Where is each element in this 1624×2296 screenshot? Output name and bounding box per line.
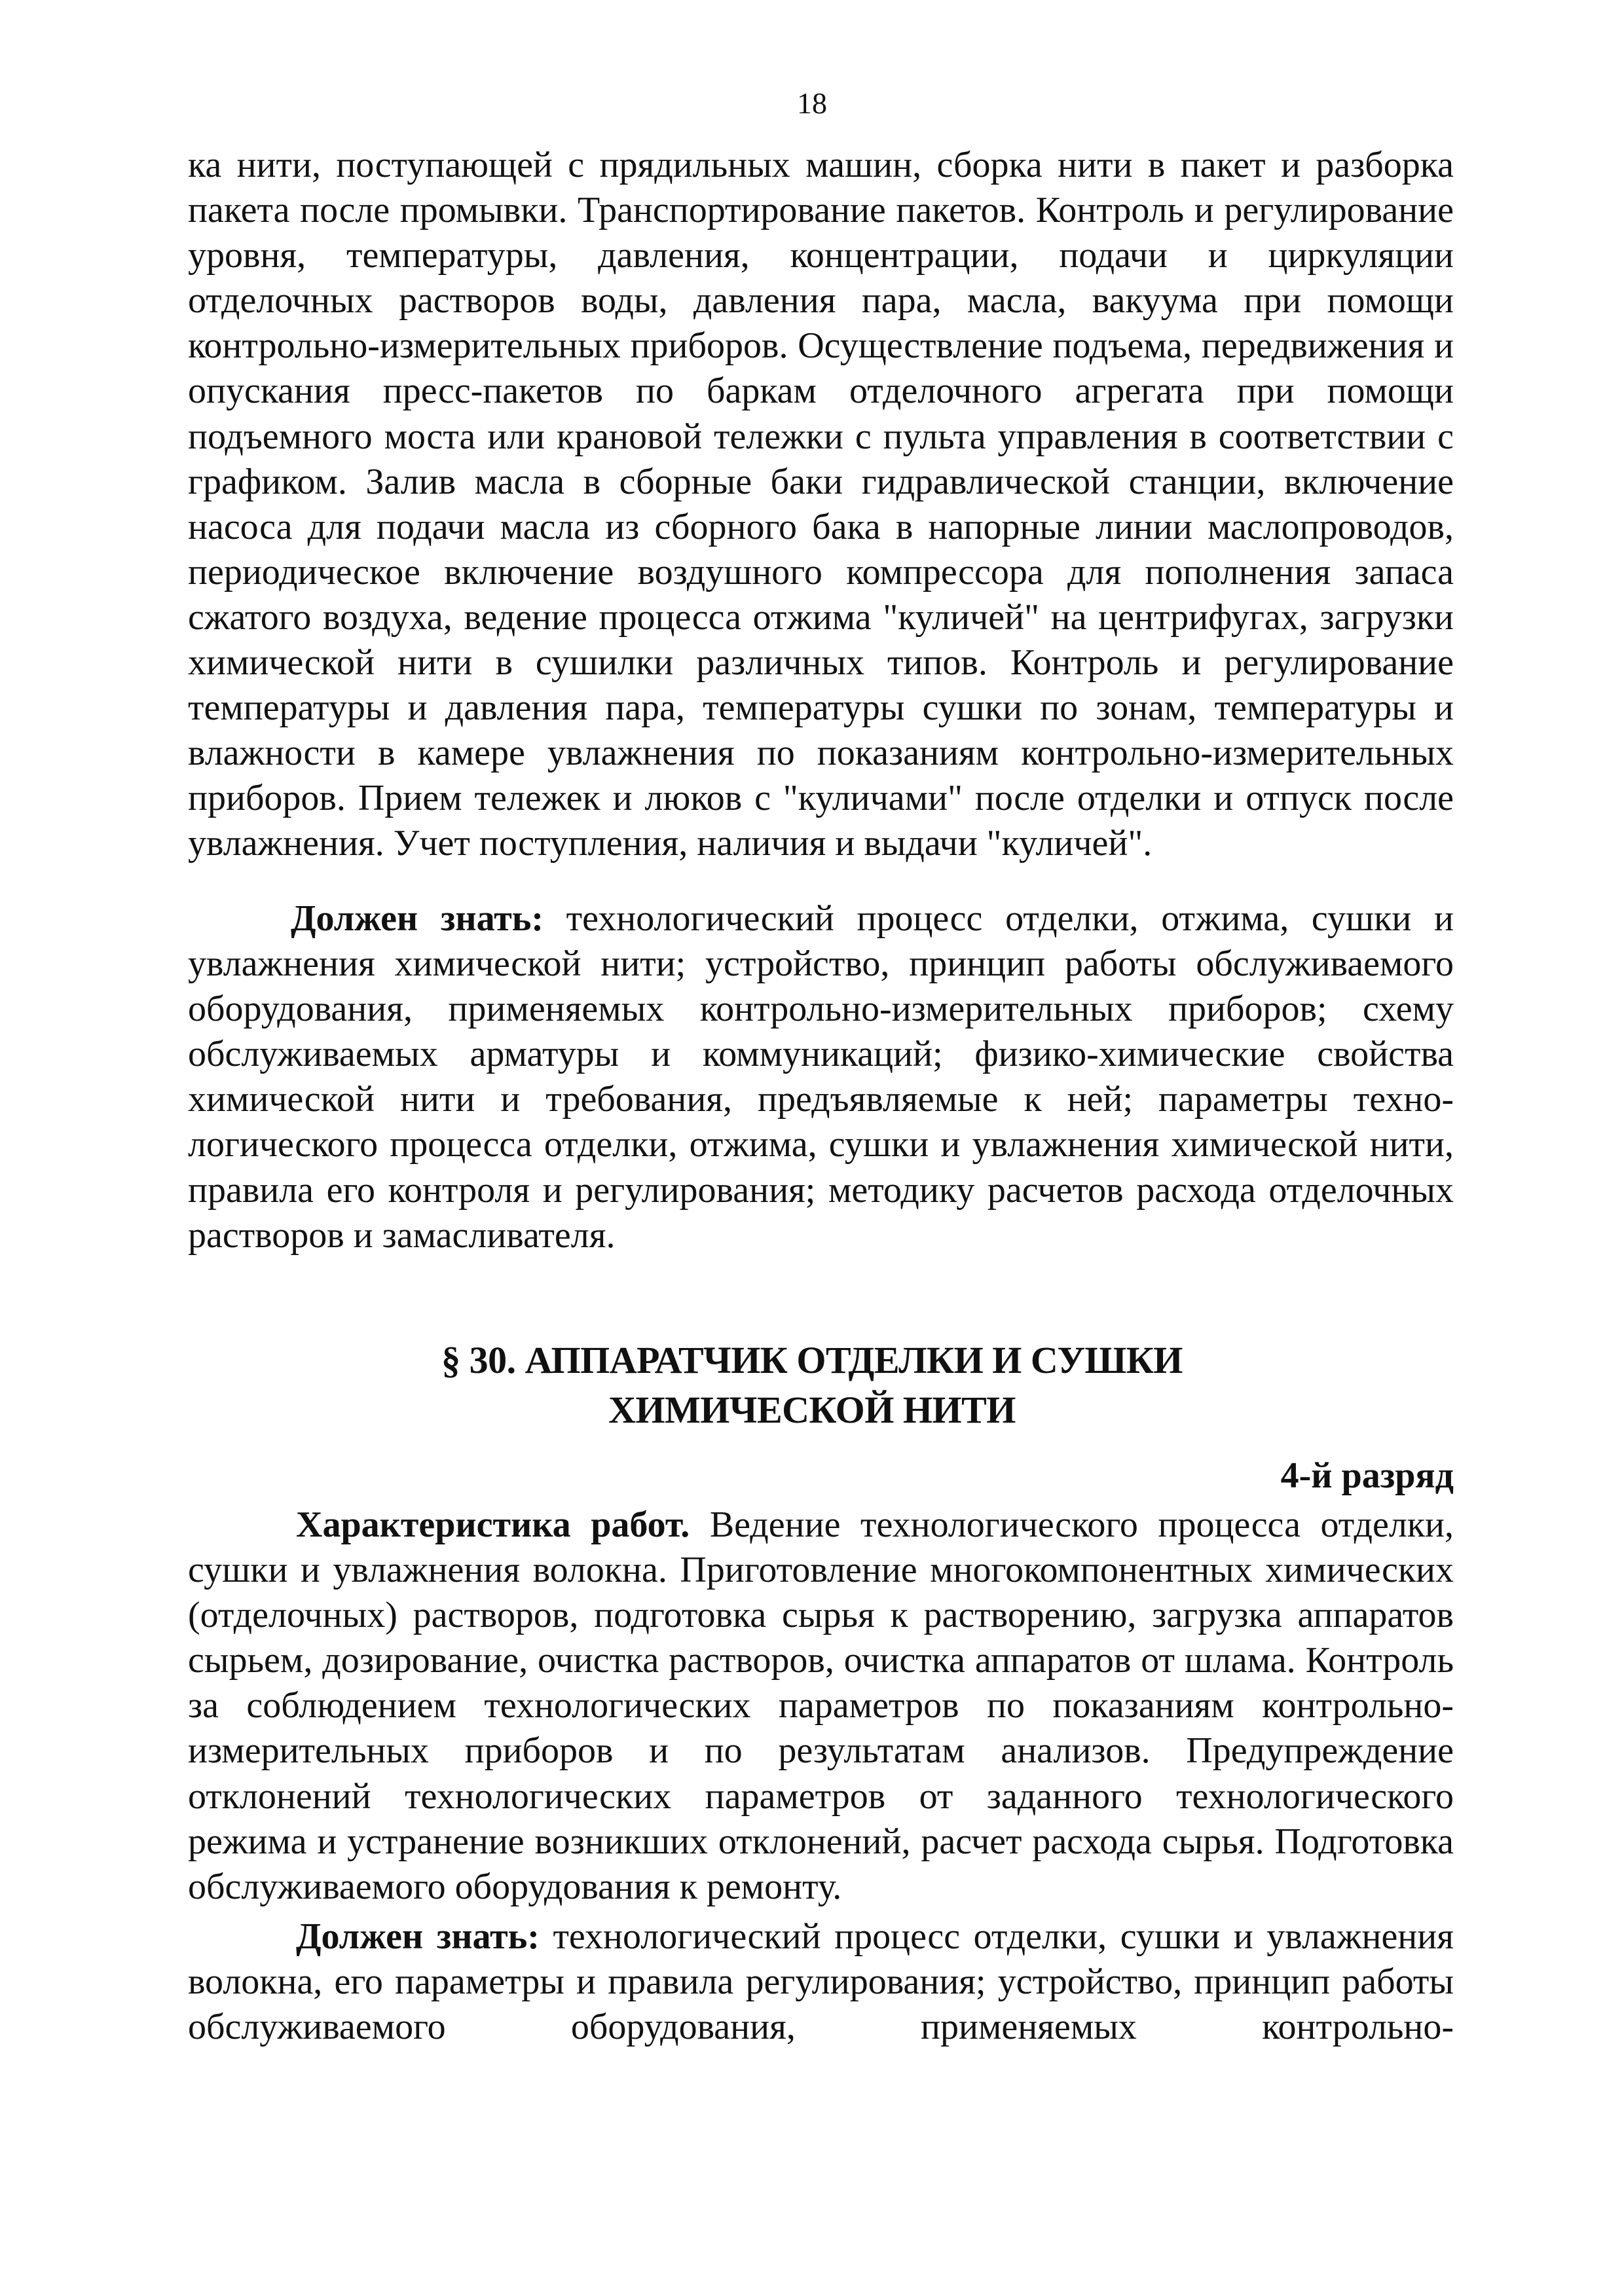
page-number: 18 [797, 86, 827, 120]
paragraph-must-know-2 [188, 1914, 1454, 2050]
must-know-text-1: технологический процесс отделки, отжима, сушки и увлажнения химической нити; устройство, принцип работы обслуживаемого оборудования, применяемых контрольно-измерительных приборов; схему обслуживаемых арматуры и коммуникаций; физико-химические свойства химической нити и требования, предъявляемые к ней; параметры технологического процесса отделки, отжима, сушки и увлажнения химической нити, правила его контроля и регулирования; методику расчетов расхода отделочных растворов и замасливателя. [188, 898, 1454, 1256]
paragraph-must-know-1 [188, 896, 1454, 1258]
must-know-lead-1: Должен знать: [291, 898, 544, 939]
section-heading-line-2: ХИМИЧЕСКОЙ НИТИ [608, 1389, 1016, 1431]
paragraph-continued-duties: ка нити, поступающей с прядильных машин, сборка нити в пакет и разборка пакета после промывки. Транспортирование пакетов. Контроль и регулирование уровня, температуры, давления, концентрации, подачи и циркуляции отделочных растворов воды, давления пара, масла, вакуума при помощи контрольно-измерительных приборов. Осуществление подъема, передвижения и опускания пресс-пакетов по баркам отделочного агрегата при помощи подъемного моста или крановой тележки с пульта управления в соответствии с графиком. Залив масла в сборные баки гидравлической станции, включение насоса для подачи масла из сборного бака в напорные линии маслопроводов, периодическое включение воздушного компрессора для пополнения запаса сжатого воздуха, ведение процесса отжима "куличей" на центрифугах, загрузки химической нити в сушилки различных типов. Контроль и регулирование температуры и давления пара, температуры сушки по зонам, температуры и влажности в камере увлажнения по показаниям контрольно-измерительных приборов. Прием тележек и люков с "куличами" после отделки и отпуск после увлажнения. Учет поступления, наличия и выдачи "куличей". [188, 145, 1454, 864]
paragraph-work-description [188, 1503, 1454, 1910]
section-heading-line-1: § 30. АППАРАТЧИК ОТДЕЛКИ И СУШКИ [441, 1339, 1183, 1381]
grade-label: 4-й разряд [1280, 1455, 1454, 1496]
must-know-text-2: технологический процесс отделки, сушки и увлажнения волокна, его параметры и правила регулирования; устройство, принцип работы обслуживаемого оборудования, применяемых контрольно- [188, 1916, 1454, 2048]
must-know-lead-2: Должен знать: [296, 1916, 540, 1957]
work-description-lead: Характеристика работ. [296, 1504, 690, 1545]
work-description-text: Ведение технологического процесса отделки, сушки и увлажнения волокна. Приготовление многокомпонентных химических (отделочных) растворов, подготовка сырья к растворению, загрузка аппаратов сырьем, дозирование, очистка растворов, очистка аппаратов от шлама. Контроль за соблюдением технологических параметров по показаниям контрольно-измерительных приборов и по результатам анализов. Предупреждение отклонений технологических параметров от заданного технологического режима и устранение возникших отклонений, расчет расхода сырья. Подготовка обслуживаемого оборудования к ремонту. [188, 1504, 1454, 1907]
